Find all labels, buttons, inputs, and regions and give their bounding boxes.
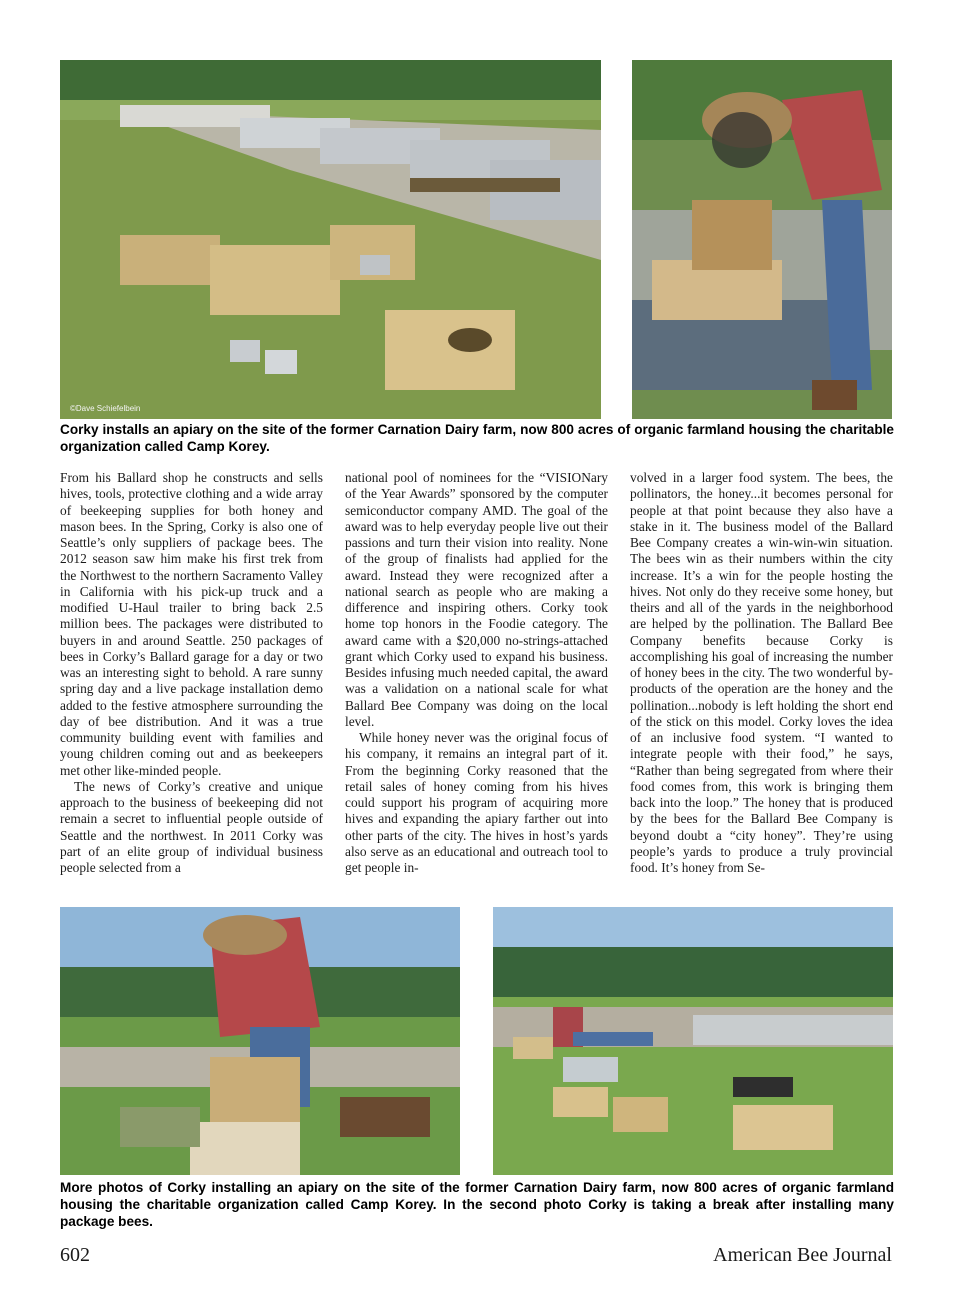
article-paragraph: While honey never was the original focus of his company, it remains an integral part of it. From the beginning Corky reasoned that the retail sales of honey coming from his hives could support his program of acquiring more hives and expanding the apiary farther out into other parts of the city. The hives in host’s yards also serve as an educational and outreach tool to get people in- bbox=[345, 730, 608, 875]
photo-taking-break bbox=[493, 907, 893, 1175]
photo-corky-veil bbox=[632, 60, 892, 419]
photo-credit: ©Dave Schiefelbein bbox=[70, 404, 141, 413]
caption-bottom: More photos of Corky installing an apiary on the site of the former Carnation Dairy farm, now 800 acres of organic farmland housing the charitable organization called Camp Korey. In the second photo Corky is taking a break after installing many package bees. bbox=[60, 1180, 894, 1229]
article-paragraph: The news of Corky’s creative and unique approach to the business of beekeeping did not remain a secret to influential people outside of Seattle and the northwest. In 2011 Corky was part of an elite group of individual business people selected from a bbox=[60, 778, 323, 875]
article-paragraph: volved in a larger food system. The bees, the pollinators, the honey...it becomes personal for people at that point because they also have a stake in it. The business model of the Ballard Bee Company creates a win-win-win situation. The bees win as their numbers within the city increase. It’s a win for the people hosting the hives. Not only do they receive some honey, but theirs and all of the yards in the neighborhood are helped by the pollination. The Ballard Bee Company benefits because Corky is accomplishing his goal of increasing the number of honey bees in the city. The two wonderful by-products of the operation are the honey and the pollination...nobody is left holding the short end of the stick on this model. Corky loves the idea of an inclusive food system. “I wanted to integrate people with their food,” he says, “Rather than being segregated from where their food comes from, this work is bringing them back into the loop.” The honey that is produced by the bees for the Ballard Bee Company is beyond doubt a “city honey”. They’re using people’s yards to produce a truly provincial food. It’s honey from Se- bbox=[630, 470, 893, 875]
photo-installing-bees bbox=[60, 907, 460, 1175]
article-paragraph: national pool of nominees for the “VISIONary of the Year Awards” sponsored by the computer semiconductor company AMD. The goal of the award was to help everyday people live out their passions and turn their vision into reality. None of the group of finalists had applied for the award. Instead they were recognized after a national search as people who are making a difference and inspiring others. Corky took home top honors in the Foodie category. The award came with a $20,000 no-strings-attached grant which Corky used to expand his business. Besides infusing much needed capital, the award was a validation on a national scale for what Ballard Bee Company was doing on the local level. bbox=[345, 470, 608, 729]
article-column-3 bbox=[630, 470, 893, 892]
article-paragraph: From his Ballard shop he constructs and sells hives, tools, protective clothing and a wide array of beekeeping supplies for both honey and mason bees. In the Spring, Corky is also one of Seattle’s only suppliers of package bees. The 2012 season saw him make his first trek from the Northwest to the northern Sacramento Valley in California with his pick-up truck and a modified U-Haul trailer to bring back 2.5 million bees. The packages were distributed to buyers in and around Seattle. 250 packages of bees in Corky’s Ballard garage for a day or two was an interesting sight to behold. A rare sunny spring day and a live package installation demo added to the festive atmosphere surrounding the day of bee distribution. And it was a true community building event with families and young children coming out and as beekeepers met other like-minded people. bbox=[60, 470, 323, 778]
photo-apiary-rows bbox=[60, 60, 601, 419]
caption-top: Corky installs an apiary on the site of the former Carnation Dairy farm, now 800 acres of organic farmland housing the charitable organization called Camp Korey. bbox=[60, 422, 894, 454]
page-number: 602 bbox=[60, 1244, 90, 1266]
article-column-2 bbox=[345, 470, 608, 892]
journal-name: American Bee Journal bbox=[713, 1244, 892, 1266]
article-column-1 bbox=[60, 470, 323, 892]
